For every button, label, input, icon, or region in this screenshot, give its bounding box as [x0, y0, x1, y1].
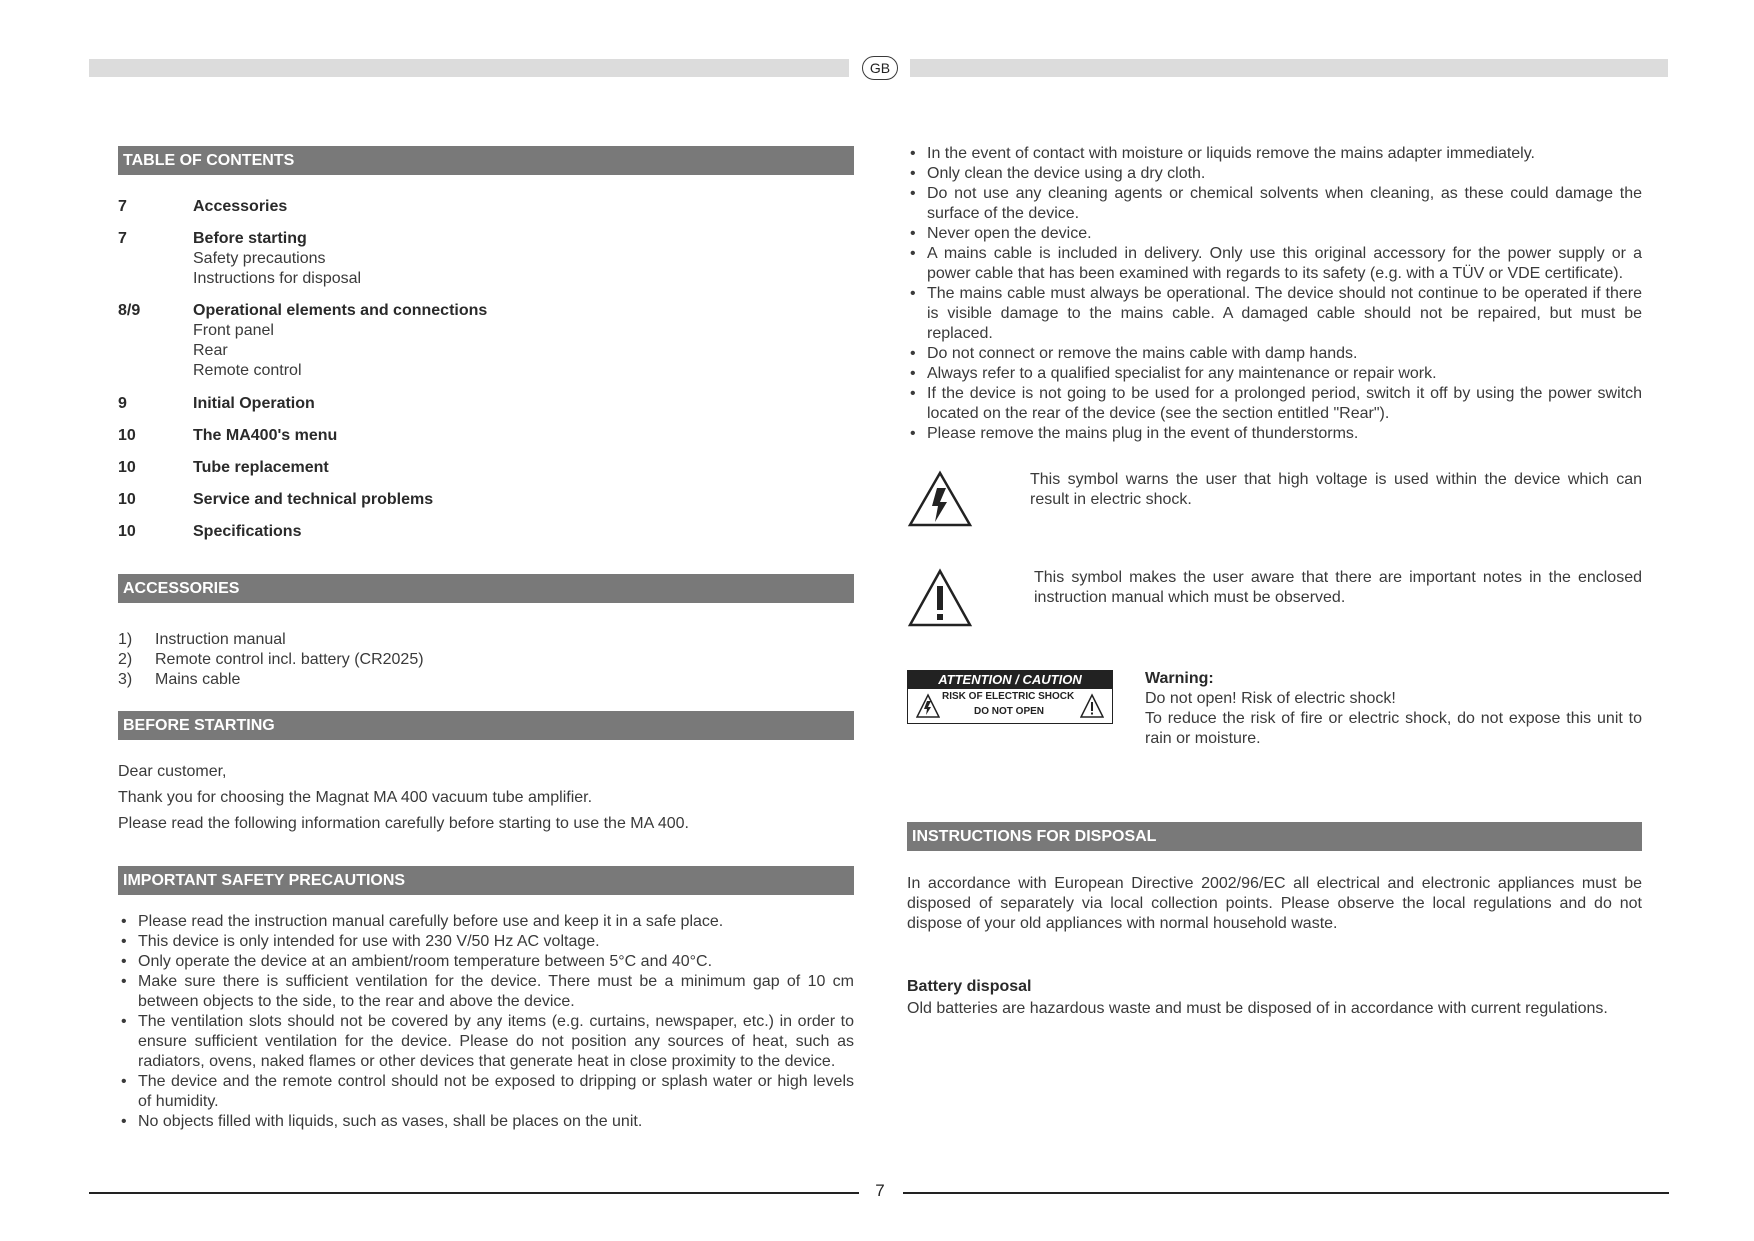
- toc-title: Tube replacement: [193, 459, 329, 476]
- toc-title: Accessories: [193, 198, 288, 215]
- exclamation-warning-icon: [1080, 693, 1104, 719]
- notes-text: This symbol makes the user aware that there are important notes in the enclosed instruction manual which must be observed.: [1034, 569, 1642, 606]
- warning-title: Warning:: [1145, 670, 1214, 687]
- item-text: Instruction manual: [155, 631, 286, 648]
- toc-subitem: Rear: [193, 342, 228, 359]
- toc-title: Service and technical problems: [193, 491, 434, 508]
- item-number: 2): [118, 651, 133, 668]
- safety-heading: IMPORTANT SAFETY PRECAUTIONS: [118, 866, 854, 895]
- high-voltage-text: This symbol warns the user that high voltage is used within the device which can result in electric shock.: [1030, 471, 1642, 508]
- list-item: [118, 630, 424, 650]
- list-item: • Make sure there is sufficient ventilation for the device. There must be a minimum gap of 10 cm between objects to the side, to the rear and above the device.: [118, 972, 854, 1012]
- list-item: • The ventilation slots should not be covered by any items (e.g. curtains, newspaper, etc.) in order to ensure sufficient ventilation for the device. Please do not position any sources of heat, such as radiators, ovens, naked flames or other devices that generate heat in close proximity to the device.: [118, 1012, 854, 1072]
- disposal-heading: INSTRUCTIONS FOR DISPOSAL: [907, 822, 1642, 851]
- toc-page: 7: [118, 198, 127, 215]
- toc-title: Operational elements and connections: [193, 302, 488, 319]
- battery-disposal-title: Battery disposal: [907, 978, 1032, 995]
- language-badge: GB: [862, 56, 898, 80]
- toc-page: 10: [118, 491, 136, 508]
- toc-page: 9: [118, 395, 127, 412]
- page-number: 7: [875, 1181, 885, 1200]
- intro-text: Thank you for choosing the Magnat MA 400 vacuum tube amplifier.: [118, 789, 593, 806]
- exclamation-warning-icon: [907, 568, 973, 628]
- before-starting-heading: BEFORE STARTING: [118, 711, 854, 740]
- list-item: • Only operate the device at an ambient/room temperature between 5°C and 40°C.: [118, 952, 854, 972]
- toc-title: Before starting: [193, 230, 307, 247]
- lightning-warning-icon: [907, 470, 973, 528]
- caution-title: ATTENTION / CAUTION: [908, 671, 1112, 689]
- list-item: • The device and the remote control should not be exposed to dripping or splash water or high levels of humidity.: [118, 1072, 854, 1112]
- warning-text-block: [1145, 669, 1642, 749]
- list-item: • Never open the device.: [907, 224, 1642, 244]
- toc-page: 7: [118, 230, 127, 247]
- list-item: [118, 670, 424, 690]
- list-item: • Only clean the device using a dry cloth.: [907, 164, 1642, 184]
- disposal-text: In accordance with European Directive 2002/96/EC all electrical and electronic appliances must be disposed of separately via local collection points. Please observe the local regulations and do not dispose of your old appliances with normal household waste.: [907, 875, 1642, 932]
- item-text: Mains cable: [155, 671, 241, 688]
- accessories-list: [118, 630, 424, 690]
- item-number: 3): [118, 671, 133, 688]
- caution-label: [907, 670, 1113, 724]
- list-item: • Do not connect or remove the mains cable with damp hands.: [907, 344, 1642, 364]
- toc-subitem: Instructions for disposal: [193, 270, 362, 287]
- toc-heading: TABLE OF CONTENTS: [118, 146, 854, 175]
- caution-risk-text: RISK OF ELECTRIC SHOCK: [942, 691, 1075, 702]
- lightning-warning-icon: [916, 693, 940, 719]
- list-item: • A mains cable is included in delivery. Only use this original accessory for the power supply or a power cable that has been examined with regards to its safety (e.g. with a TÜV or VDE certificate).: [907, 244, 1642, 284]
- footer-line-right: [903, 1192, 1669, 1194]
- header-bar-left: [89, 59, 849, 77]
- list-item: • No objects filled with liquids, such as vases, shall be places on the unit.: [118, 1112, 854, 1132]
- warning-line: To reduce the risk of fire or electric shock, do not expose this unit to rain or moisture.: [1145, 710, 1642, 747]
- safety-list-left: [118, 912, 854, 1132]
- toc-title: Initial Operation: [193, 395, 315, 412]
- header-bar-right: [910, 59, 1668, 77]
- item-text: Remote control incl. battery (CR2025): [155, 651, 424, 668]
- toc-page: 10: [118, 523, 136, 540]
- list-item: • The mains cable must always be operational. The device should not continue to be operated if there is visible damage to the mains cable. A damaged cable should not be repaired, but must be replaced.: [907, 284, 1642, 344]
- toc-page: 10: [118, 459, 136, 476]
- battery-disposal-text: Old batteries are hazardous waste and must be disposed of in accordance with current regulations.: [907, 1000, 1608, 1017]
- list-item: • Please read the instruction manual carefully before use and keep it in a safe place.: [118, 912, 854, 932]
- footer-line-left: [89, 1192, 859, 1194]
- toc-page: 10: [118, 427, 136, 444]
- toc-title: The MA400's menu: [193, 427, 338, 444]
- intro-text: Please read the following information carefully before starting to use the MA 400.: [118, 815, 689, 832]
- toc-page: 8/9: [118, 302, 141, 319]
- toc-subitem: Safety precautions: [193, 250, 326, 267]
- accessories-heading: ACCESSORIES: [118, 574, 854, 603]
- greeting-text: Dear customer,: [118, 763, 227, 780]
- toc-subitem: Remote control: [193, 362, 302, 379]
- list-item: • This device is only intended for use with 230 V/50 Hz AC voltage.: [118, 932, 854, 952]
- list-item: • If the device is not going to be used for a prolonged period, switch it off by using the power switch located on the rear of the device (see the section entitled "Rear").: [907, 384, 1642, 424]
- warning-line: Do not open! Risk of electric shock!: [1145, 690, 1396, 707]
- list-item: [118, 650, 424, 670]
- list-item: • Always refer to a qualified specialist for any maintenance or repair work.: [907, 364, 1642, 384]
- caution-do-not-open-text: DO NOT OPEN: [974, 706, 1045, 717]
- list-item: • Do not use any cleaning agents or chemical solvents when cleaning, as these could damage the surface of the device.: [907, 184, 1642, 224]
- list-item: • Please remove the mains plug in the event of thunderstorms.: [907, 424, 1642, 444]
- toc-title: Specifications: [193, 523, 302, 540]
- list-item: • In the event of contact with moisture or liquids remove the mains adapter immediately.: [907, 144, 1642, 164]
- item-number: 1): [118, 631, 133, 648]
- safety-list-right: [907, 144, 1642, 444]
- toc-subitem: Front panel: [193, 322, 274, 339]
